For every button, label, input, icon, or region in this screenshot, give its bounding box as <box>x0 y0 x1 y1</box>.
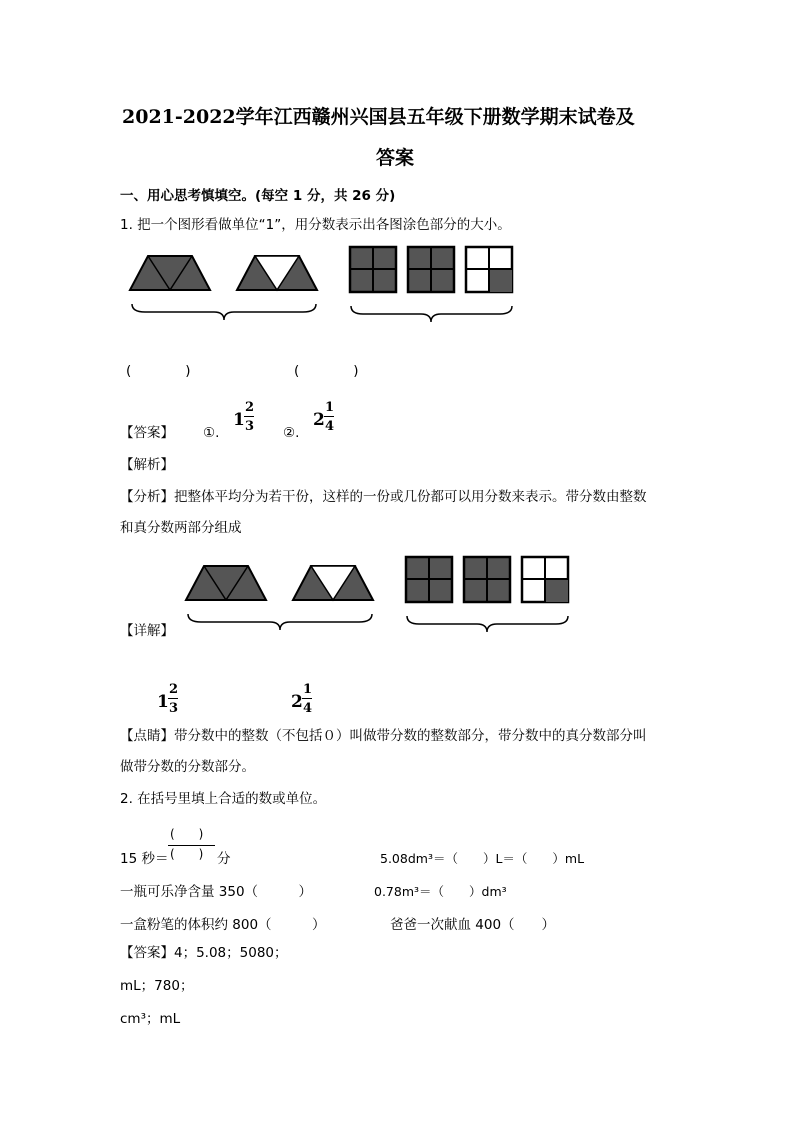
detail-label: 【详解】 <box>120 623 174 639</box>
item-6: 爸爸一次献血 400（ ） <box>390 917 556 933</box>
whole: 1 <box>233 410 245 430</box>
question-2-text: 2. 在括号里填上合适的数或单位。 <box>120 791 327 807</box>
fraction-bar <box>168 845 215 846</box>
title-line-2: 答案 <box>376 147 415 169</box>
title-line-1: 2021-2022学年江西赣州兴国县五年级下册数学期末试卷及 <box>122 106 635 128</box>
fraction-blank-denominator: ( ) <box>170 847 204 861</box>
fraction-blank-numerator: ( ) <box>170 827 204 841</box>
question-1-text: 1. 把一个图形看做单位“1”，用分数表示出各图涂色部分的大小。 <box>120 217 511 233</box>
item-1-suffix: 分 <box>217 851 231 867</box>
whole: 2 <box>313 410 325 430</box>
denominator: 3 <box>245 419 255 434</box>
item-4: 0.78m³＝（ ）dm³ <box>374 884 507 899</box>
answer-blank-2: ( ) <box>294 363 359 379</box>
section-heading: 一、用心思考慎填空。(每空 1 分，共 26 分) <box>120 188 396 204</box>
item-1-prefix: 15 秒＝ <box>120 851 169 867</box>
analysis-label: 【解析】 <box>120 457 174 473</box>
whole: 2 <box>291 692 303 712</box>
denominator: 4 <box>303 701 313 716</box>
fenxi-line-1: 【分析】把整体平均分为若干份，这样的一份或几份都可以用分数来表示。带分数由整数 <box>120 489 647 505</box>
answer-mark-2: ②. <box>283 425 300 441</box>
numerator: 2 <box>245 400 255 415</box>
q2-answer-line-2: mL；780； <box>120 978 194 994</box>
answer-blank-1: ( ) <box>126 363 191 379</box>
q2-answer-line-3: cm³；mL <box>120 1011 181 1027</box>
q2-answer-line-1: 【答案】4；5.08；5080； <box>120 945 288 961</box>
whole: 1 <box>157 692 169 712</box>
answer-label: 【答案】 <box>120 425 174 441</box>
item-5: 一盒粉笔的体积约 800（ ） <box>120 917 326 933</box>
item-3: 一瓶可乐净含量 350（ ） <box>120 884 313 900</box>
fenxi-line-2: 和真分数两部分组成 <box>120 520 242 536</box>
denominator: 3 <box>169 701 179 716</box>
dianjing-line-2: 做带分数的分数部分。 <box>120 759 255 775</box>
item-2: 5.08dm³＝（ ）L＝（ ）mL <box>380 851 585 866</box>
figure-detail <box>186 557 568 632</box>
denominator: 4 <box>325 419 335 434</box>
answer-mark-1: ①. <box>203 425 220 441</box>
figure-question-1 <box>130 247 512 322</box>
numerator: 2 <box>169 682 179 697</box>
numerator: 1 <box>303 682 313 697</box>
numerator: 1 <box>325 400 335 415</box>
dianjing-line-1: 【点睛】带分数中的整数（不包括０）叫做带分数的整数部分，带分数中的真分数部分叫 <box>120 728 647 744</box>
